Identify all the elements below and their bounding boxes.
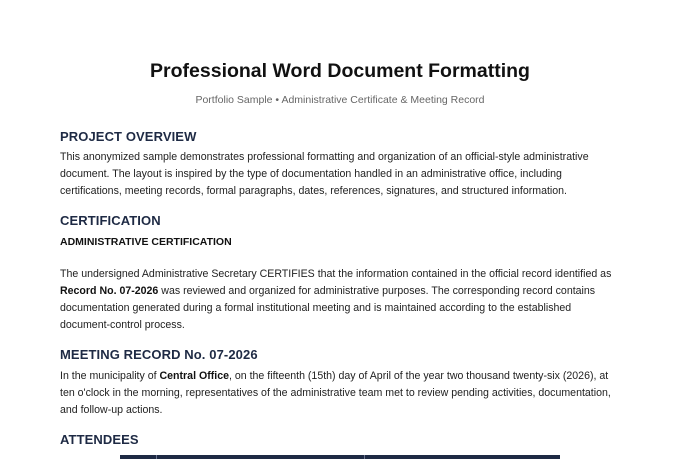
certification-subheading: ADMINISTRATIVE CERTIFICATION — [60, 236, 232, 248]
section-heading-certification: CERTIFICATION — [60, 213, 161, 228]
record-reference: Record No. 07-2026 — [60, 285, 159, 297]
document-title: Professional Word Document Formatting — [150, 60, 530, 82]
section-heading-attendees: ATTENDEES — [60, 432, 139, 447]
meeting-place: Central Office — [159, 370, 229, 382]
meeting-text-end: , on the fifteenth (15th) day of April of the year two thousand twenty-six (2026), at ten o'clock in the morning, representatives of the administrative team met to review pending activities, documentation, and follow-up actions. — [60, 370, 611, 416]
meeting-paragraph — [60, 368, 620, 419]
section-heading-overview: PROJECT OVERVIEW — [60, 129, 197, 144]
certification-text-start: The undersigned Administrative Secretary CERTIFIES that the information contained in the official record identified as — [60, 268, 612, 280]
table-header-cell — [157, 455, 366, 459]
table-header-cell — [365, 455, 560, 459]
meeting-text-start: In the municipality of — [60, 370, 160, 382]
document-subtitle: Portfolio Sample • Administrative Certificate & Meeting Record — [195, 94, 485, 106]
table-header-cell — [120, 455, 157, 459]
section-heading-meeting-record: MEETING RECORD No. 07-2026 — [60, 347, 258, 362]
attendees-table-header — [120, 455, 560, 459]
certification-text-end: was reviewed and organized for administrative purposes. The corresponding record contains documentation generated during a formal institutional meeting and is maintained according to the established document-control process. — [60, 285, 596, 331]
certification-paragraph — [60, 266, 620, 334]
overview-paragraph: This anonymized sample demonstrates professional formatting and organization of an official-style administrative document. The layout is inspired by the type of documentation handled in an administrative office, including certifications, meeting records, formal paragraphs, dates, references, signatures, and structured information. — [60, 151, 589, 197]
